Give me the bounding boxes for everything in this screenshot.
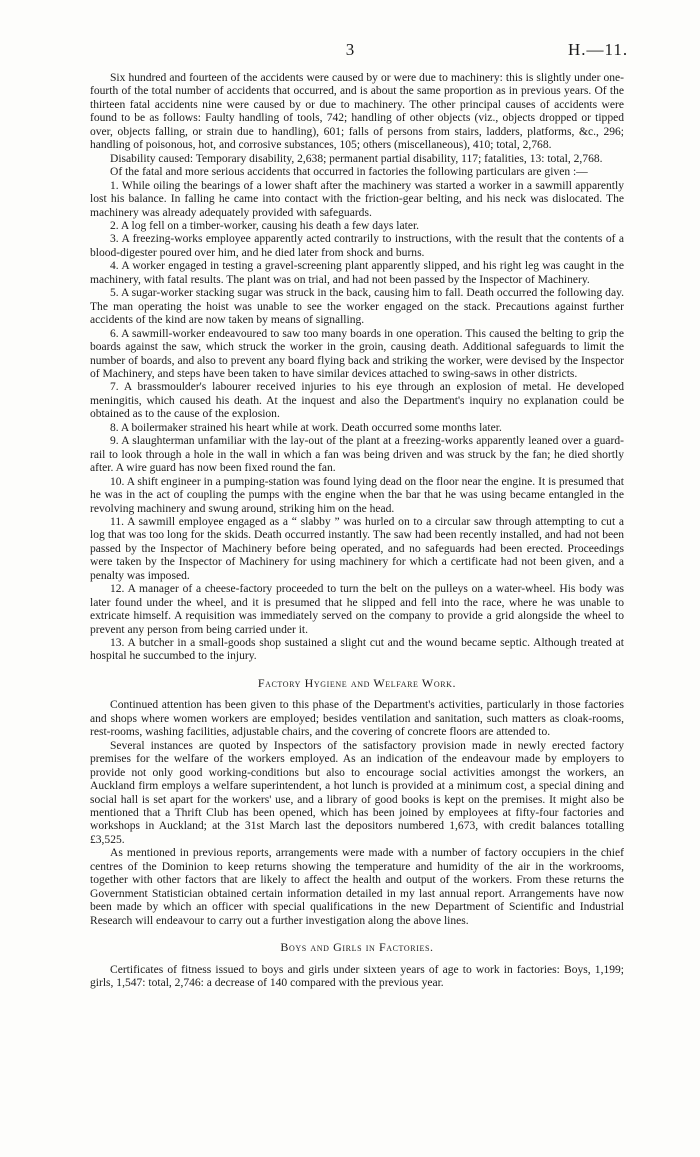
page-number: 3 [345,40,355,59]
accident-item-7: 7. A brassmoulder's labourer received injuries to his eye through an explosion of metal. He developed meningitis, which caused his death. At the inquest and also the Department's inquiry no explanation could be obtained as to the cause of the explosion. [90,381,624,421]
paragraph: Of the fatal and more serious accidents that occurred in factories the following particulars are given :— [110,166,588,179]
document-reference: H.—11. [568,40,629,59]
accident-item-11: 11. A sawmill employee engaged as a “ slabby ” was hurled on to a circular saw through attempting to cut a log that was too long for the skids. Death occurred instantly. The saw had been recently installed, and had not been passed by the Inspector of Machinery before being operated, and no safeguards had been erected. Proceedings were taken by the Inspector of Machinery for using machinery for which a certificate had not been given, and a penalty was imposed. [90,515,624,582]
accident-item-4: 4. A worker engaged in testing a gravel-screening plant apparently slipped, and his right leg was caught in the machinery, with fatal results. The plant was on trial, and had not been passed by the Inspector of Machinery. [90,260,624,286]
paragraph: As mentioned in previous reports, arrangements were made with a number of factory occupiers in the chief centres of the Dominion to keep returns showing the temperature and humidity of the air in the workrooms, together with other factors that are likely to affect the health and output of the workers. From these returns the Government Statistician obtained certain information detailed in my last annual report. Arrangements have now been made by which an officer with special qualifications in the new Department of Scientific and Industrial Research will endeavour to carry out a further investigation along the above lines. [90,847,624,927]
accident-item-10: 10. A shift engineer in a pumping-station was found lying dead on the floor near the engine. It is presumed that he was in the act of coupling the pumps with the engine when the bar that he was using became entangled in the revolving machinery and swung around, striking him on the head. [90,475,624,515]
accident-item-9: 9. A slaughterman unfamiliar with the lay-out of the plant at a freezing-works apparently leaned over a guard-rail to look through a hole in the wall in which a fan was being driven and was struck by the fan; he died shortly after. A wire guard has now been fixed round the fan. [90,435,624,475]
accident-item-12: 12. A manager of a cheese-factory proceeded to turn the belt on the pulleys on a water-wheel. His body was later found under the wheel, and it is presumed that he slipped and fell into the race, where he was unable to extricate himself. A requisition was immediately served on the company to provide a grid alongside the wheel to prevent any person from being carried under it. [90,583,624,636]
accident-item-2: 2. A log fell on a timber-worker, causing his death a few days later. [110,219,420,232]
accident-item-13: 13. A butcher in a small-goods shop sustained a slight cut and the wound became septic. Although treated at hospital he succumbed to the injury. [90,637,624,663]
paragraph: Disability caused: Temporary disability, 2,638; permanent partial disability, 117; fatalities, 13: total, 2,768. [110,152,603,165]
accident-item-8: 8. A boilermaker strained his heart while at work. Death occurred some months later. [110,421,502,434]
section-heading-hygiene: Factory Hygiene and Welfare Work. [257,675,457,690]
body-text [90,72,624,990]
accident-item-5: 5. A sugar-worker stacking sugar was struck in the back, causing him to fall. Death occurred the following day. The man operating the hoist was unable to see the worker engaged on the stack. Precautions against further accidents of the kind are now taken by means of signalling. [90,287,624,327]
paragraph: Several instances are quoted by Inspectors of the satisfactory provision made in newly erected factory premises for the welfare of the workers employed. As an indication of the endeavour made by employers to provide not only good working-conditions but also to encourage social activities amongst the workers, an Auckland firm employs a welfare superintendent, a hot lunch is provided at a minimum cost, a special dining and social hall is set apart for the workers' use, and a library of good books is kept on the premises. It might also be mentioned that a Thrift Club has been opened, which has been joined by employees at fifty-four factories and workshops in Auckland; at the 31st March last the depositors numbered 1,673, with credit balances totalling £3,525. [90,739,624,846]
accident-item-1: 1. While oiling the bearings of a lower shaft after the machinery was started a worker in a sawmill apparently lost his balance. In falling he came into contact with the friction-gear belting, and his neck was dislocated. The machinery was already adequately provided with safeguards. [90,179,624,219]
paragraph: Six hundred and fourteen of the accidents were caused by or were due to machinery: this is slightly under one-fourth of the total number of accidents that occurred, and is about the same proportion as in previous years. Of the thirteen fatal accidents nine were caused by or due to machinery. The other principal causes of accidents were found to be as follows: Faulty handling of tools, 742; handling of other objects (viz., objects dropped or tipped over, objects falling, or strain due to handling), 601; falls of persons from stairs, ladders, platforms, &c., 296; handling of poisonous, hot, and corrosive substances, 105; others (miscellaneous), 410; total, 2,768. [90,72,624,152]
paragraph: Certificates of fitness issued to boys and girls under sixteen years of age to work in factories: Boys, 1,199; girls, 1,547: total, 2,746: a decrease of 140 compared with the previous year. [90,963,624,989]
section-heading-boys-girls: Boys and Girls in Factories. [280,940,434,955]
paragraph: Continued attention has been given to this phase of the Department's activities, particularly in those factories and shops where women workers are employed; besides ventilation and sanitation, such matters as cloak-rooms, rest-rooms, washing facilities, adjustable chairs, and the covering of concrete floors are attended to. [90,699,624,739]
accident-item-3: 3. A freezing-works employee apparently acted contrarily to instructions, with the result that the contents of a blood-digester poured over him, and he died later from shock and burns. [90,233,624,259]
accident-item-6: 6. A sawmill-worker endeavoured to saw too many boards in one operation. This caused the belting to grip the boards against the saw, which struck the worker in the groin, causing death. Additional safeguards to limit the number of boards, and also to prevent any board flying back and striking the worker, were devised by the Inspector of Machinery, and steps have been taken to have similar devices attached to swing-saws in other districts. [90,327,624,380]
